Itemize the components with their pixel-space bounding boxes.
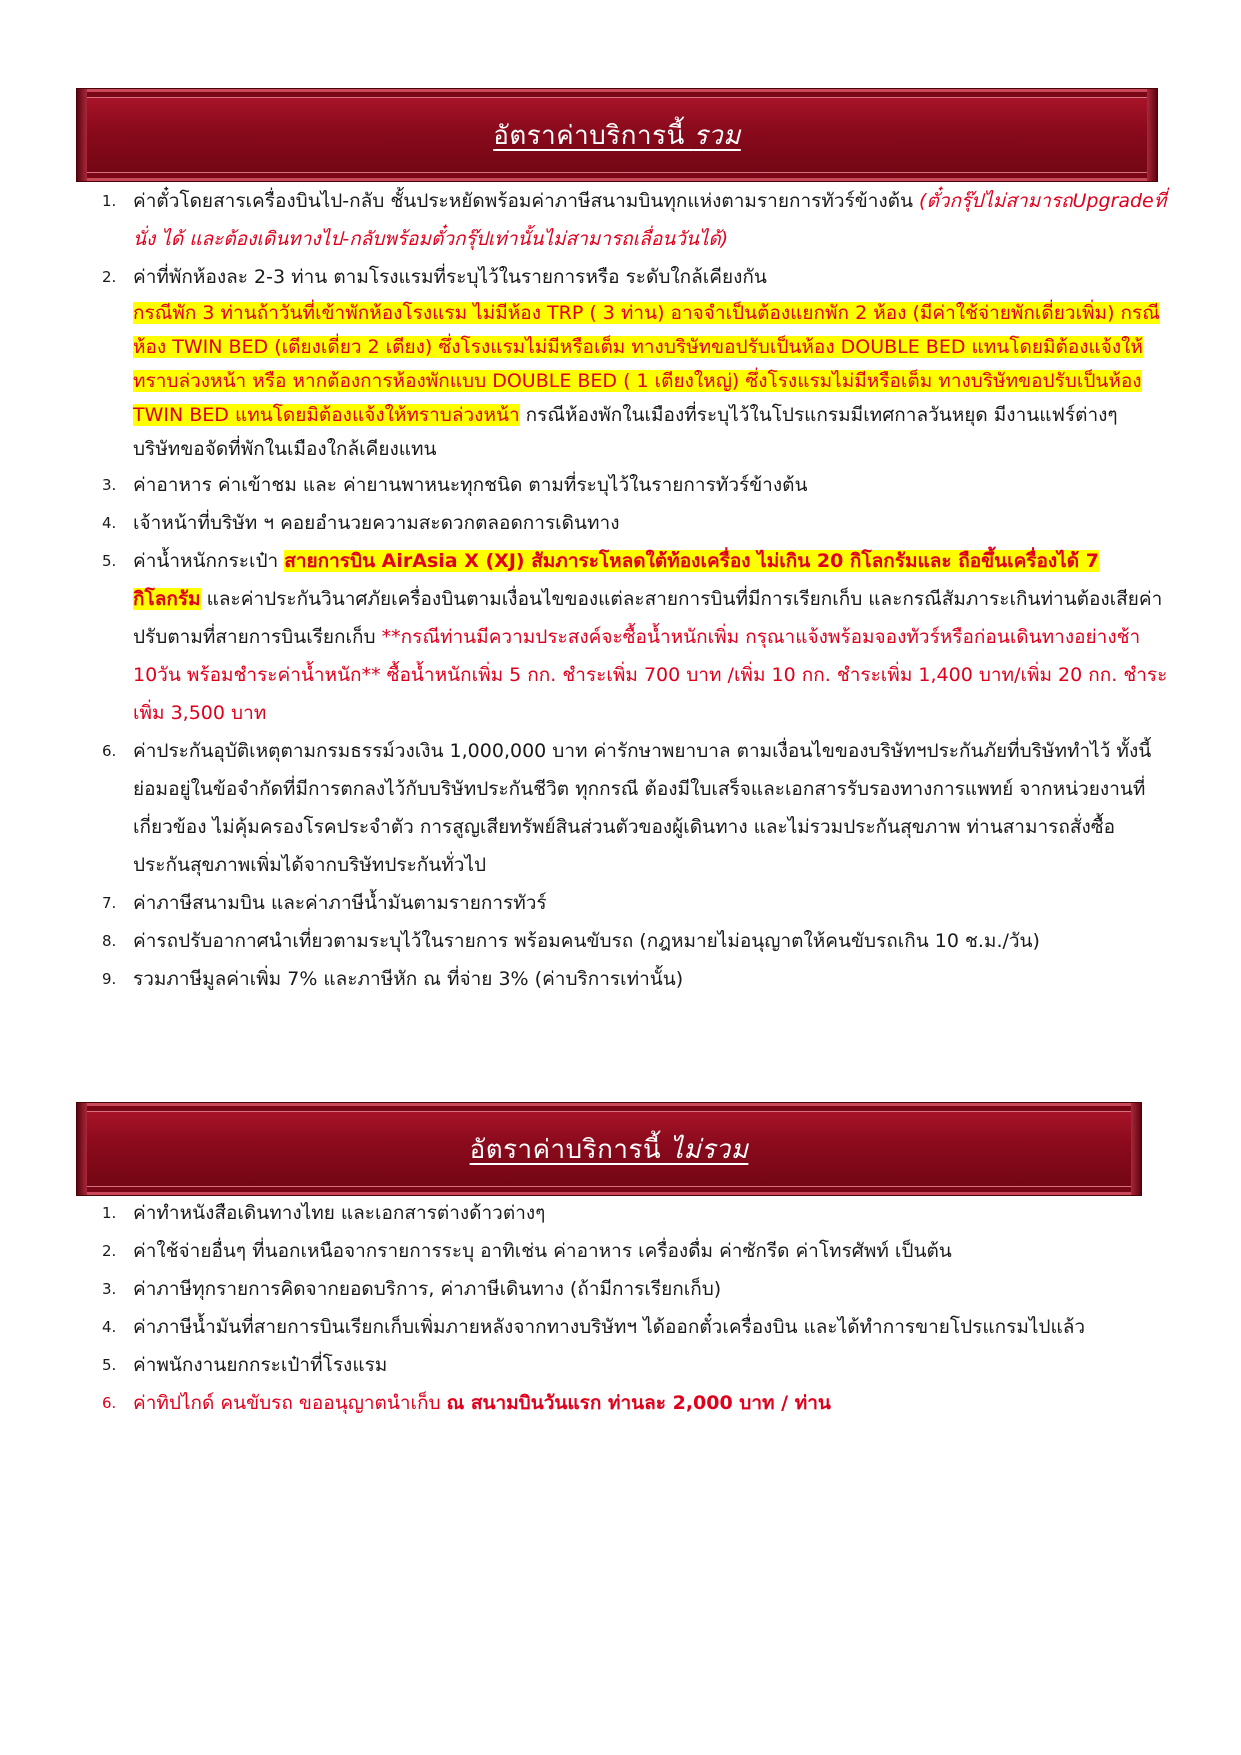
exclude-title: อัตราค่าบริการนี้ ไม่รวม — [469, 1134, 749, 1165]
list-item: 7. ค่าภาษีสนามบิน และค่าภาษีน้ำมันตามรายการทัวร์ — [102, 892, 547, 914]
list-item: 5. ค่าน้ำหนักกระเป๋า สายการบิน AirAsia X (XJ) สัมภาระโหลดใต้ท้องเครื่อง ไม่เกิน 20 กิโลกรัมและ ถือขึ้นเครื่องได้ 7 กิโลกรัม และค่าประกันวินาศภัยเครื่องบินตามเงื่อนไขของแต่ละสายการบินที่มีการเรียกเก็บ และกรณีสัมภาระเกินท่านต้องเสียค่าปรับตามที่สายการบินเรียกเก็บ **กรณีท่านมีความประสงค์จะซื้อน้ำหนักเพิ่ม กรุณาแจ้งพร้อมจองทัวร์หรือก่อนเดินทางอย่างช้า 10วัน พร้อมชำระค่าน้ำหนัก** ซื้อน้ำหนักเพิ่ม 5 กก. ชำระเพิ่ม 700 บาท /เพิ่ม 10 กก. ชำระเพิ่ม 1,400 บาท/เพิ่ม 20 กก. ชำระเพิ่ม 3,500 บาท — [102, 550, 1168, 724]
list-item: 4. ค่าภาษีน้ำมันที่สายการบินเรียกเก็บเพิ่มภายหลังจากทางบริษัทฯ ได้ออกตั๋วเครื่องบิน และได้ทำการขายโปรแกรมไปแล้ว — [102, 1316, 1086, 1338]
list-item: 2. ค่าใช้จ่ายอื่นๆ ที่นอกเหนือจากรายการระบุ อาทิเช่น ค่าอาหาร เครื่องดื่ม ค่าซักรีด ค่าโทรศัพท์ เป็นต้น — [102, 1240, 952, 1262]
include-list — [100, 182, 1170, 998]
list-item: 3. ค่าอาหาร ค่าเข้าชม และ ค่ายานพาหนะทุกชนิด ตามที่ระบุไว้ในรายการทัวร์ข้างต้น — [102, 474, 808, 496]
list-item: 9. รวมภาษีมูลค่าเพิ่ม 7% และภาษีหัก ณ ที่จ่าย 3% (ค่าบริการเท่านั้น) — [102, 968, 684, 990]
exclude-banner — [76, 1102, 1142, 1196]
list-item: 5. ค่าพนักงานยกกระเป๋าที่โรงแรม — [102, 1354, 388, 1376]
list-item: 1. ค่าทำหนังสือเดินทางไทย และเอกสารต่างด้าวต่างๆ — [102, 1202, 546, 1224]
list-item: 1. ค่าตั๋วโดยสารเครื่องบินไป-กลับ ชั้นประหยัดพร้อมค่าภาษีสนามบินทุกแห่งตามรายการทัวร์ข้างต้น (ตั๋วกรุ๊ปไม่สามารถUpgradeที่นั่ง ได้ และต้องเดินทางไป-กลับพร้อมตั๋วกรุ๊ปเท่านั้นไม่สามารถเลื่อนวันได้) — [102, 190, 1167, 250]
list-item: 8. ค่ารถปรับอากาศนำเที่ยวตามระบุไว้ในรายการ พร้อมคนขับรถ (กฎหมายไม่อนุญาตให้คนขับรถเกิน 10 ช.ม./วัน) — [102, 930, 1040, 952]
list-item: 3. ค่าภาษีทุกรายการคิดจากยอดบริการ, ค่าภาษีเดินทาง (ถ้ามีการเรียกเก็บ) — [102, 1278, 722, 1300]
list-item: 6. ค่าทิปไกด์ คนขับรถ ขออนุญาตนำเก็บ ณ สนามบินวันแรก ท่านละ 2,000 บาท / ท่าน — [102, 1392, 831, 1414]
exclude-list — [100, 1194, 1170, 1422]
include-banner — [76, 88, 1158, 182]
list-item: 4. เจ้าหน้าที่บริษัท ฯ คอยอำนวยความสะดวกตลอดการเดินทาง — [102, 512, 620, 534]
list-item: 2. ค่าที่พักห้องละ 2-3 ท่าน ตามโรงแรมที่ระบุไว้ในรายการหรือ ระดับใกล้เคียงกัน กรณีพัก 3 ท่านถ้าวันที่เข้าพักห้องโรงแรม ไม่มีห้อง TRP ( 3 ท่าน) อาจจำเป็นต้องแยกพัก 2 ห้อง (มีค่าใช้จ่ายพักเดี่ยวเพิ่ม) กรณีห้อง TWIN BED (เตียงเดี่ยว 2 เตียง) ซึ่งโรงแรมไม่มีหรือเต็ม ทางบริษัทขอปรับเป็นห้อง DOUBLE BED แทนโดยมิต้องแจ้งให้ทราบล่วงหน้า หรือ หากต้องการห้องพักแบบ DOUBLE BED ( 1 เตียงใหญ่) ซึ่งโรงแรมไม่มีหรือเต็ม ทางบริษัทขอปรับเป็นห้อง TWIN BED แทนโดยมิต้องแจ้งให้ทราบล่วงหน้า กรณีห้องพักในเมืองที่ระบุไว้ในโปรแกรมมีเทศกาลวันหยุด มีงานแฟร์ต่างๆ บริษัทขอจัดที่พักในเมืองใกล้เคียงแทน — [102, 266, 1160, 460]
list-item: 6. ค่าประกันอุบัติเหตุตามกรมธรรม์วงเงิน 1,000,000 บาท ค่ารักษาพยาบาล ตามเงื่อนไขของบริษัทฯประกันภัยที่บริษัททำไว้ ทั้งนี้ย่อมอยู่ในข้อจำกัดที่มีการตกลงไว้กับบริษัทประกันชีวิต ทุกกรณี ต้องมีใบเสร็จและเอกสารรับรองทางการแพทย์ จากหน่วยงานที่เกี่ยวข้อง ไม่คุ้มครองโรคประจำตัว การสูญเสียทรัพย์สินส่วนตัวของผู้เดินทาง และไม่รวมประกันสุขภาพ ท่านสามารถสั่งซื้อประกันสุขภาพเพิ่มได้จากบริษัทประกันทั่วไป — [102, 740, 1152, 876]
include-title: อัตราค่าบริการนี้ รวม — [493, 120, 741, 151]
